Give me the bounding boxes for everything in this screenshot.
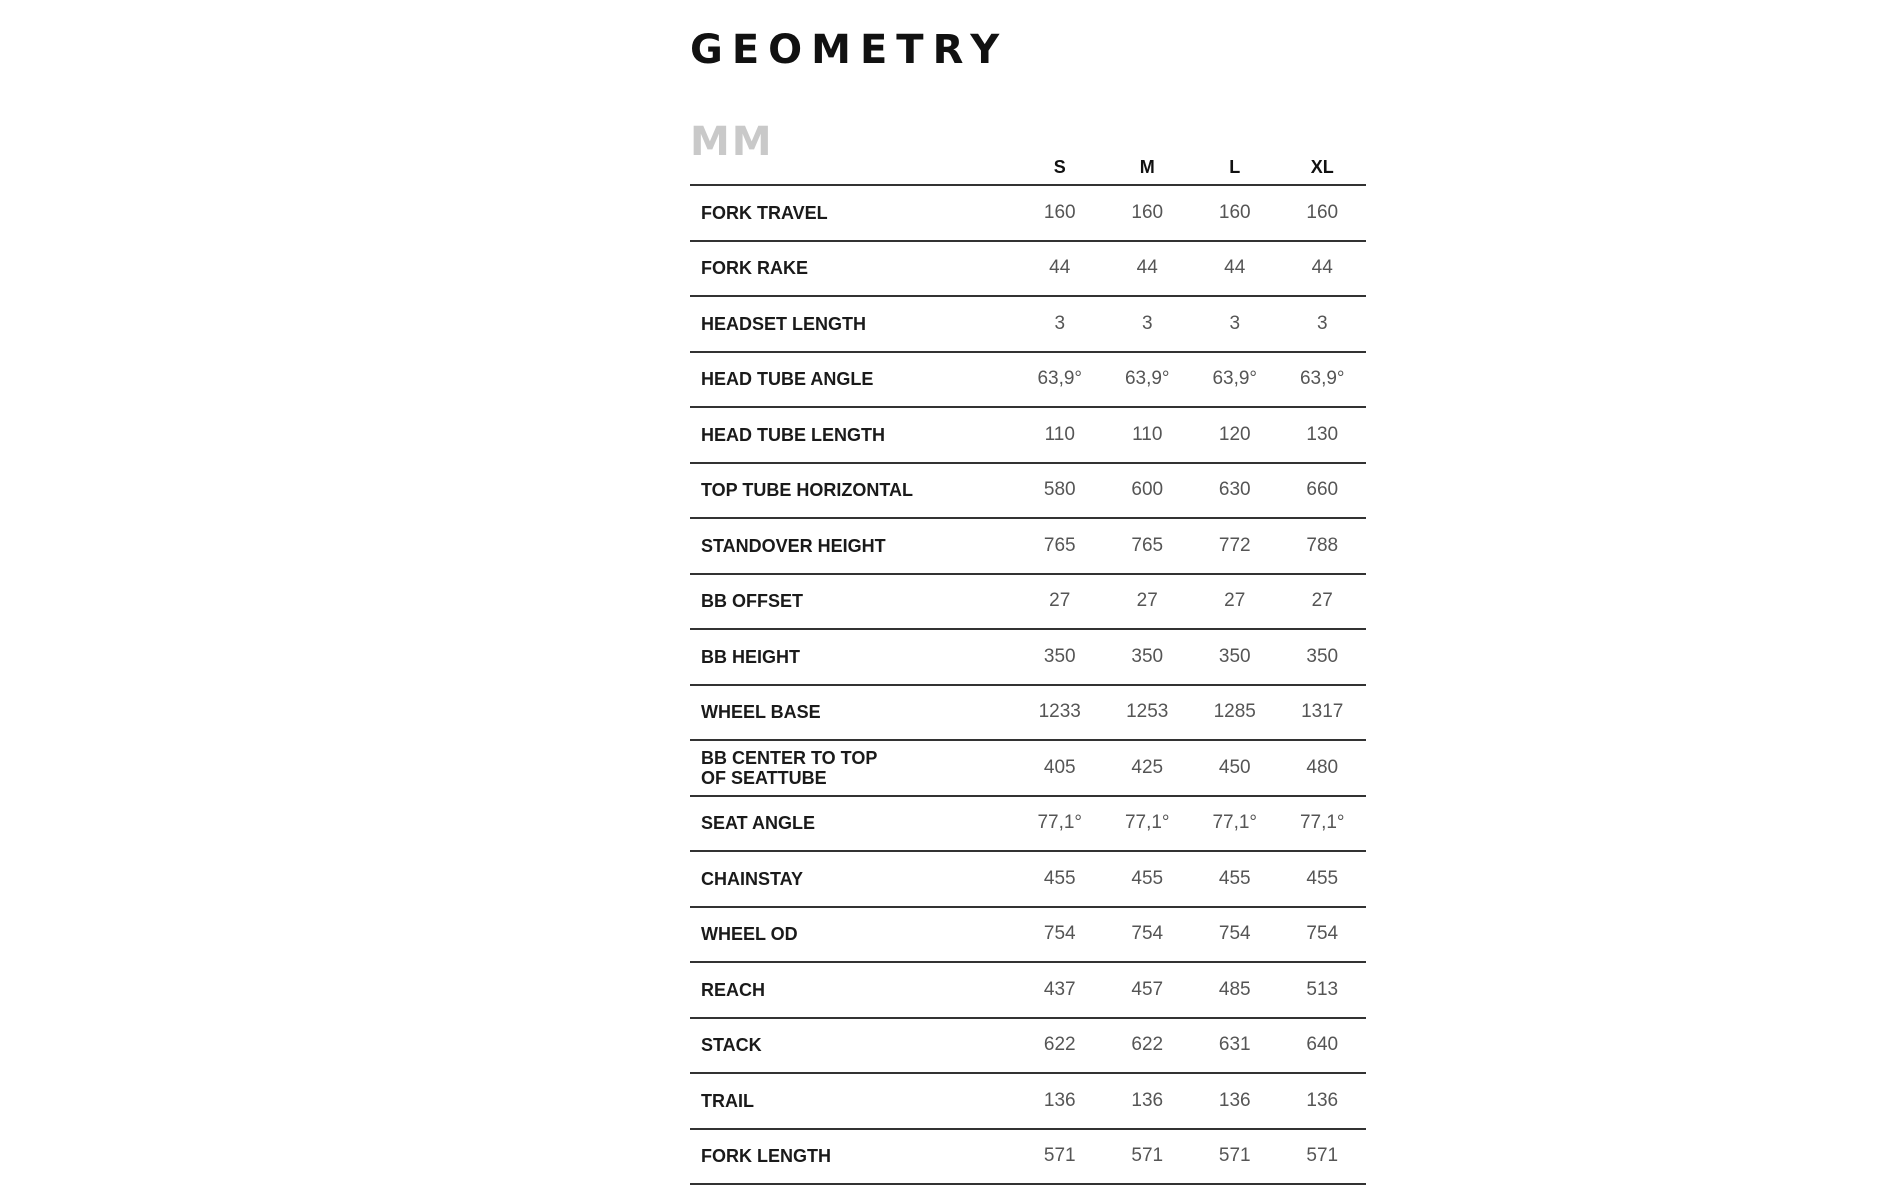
- value-cell-l: 27: [1191, 574, 1279, 630]
- row-label: BB CENTER TO TOP OF SEATTUBE: [690, 740, 1016, 796]
- unit-label: MM: [690, 119, 774, 165]
- table-row: [690, 185, 1366, 241]
- table-row: [690, 962, 1366, 1018]
- value-cell-l: 160: [1191, 185, 1279, 241]
- value-cell-xl: 480: [1279, 740, 1367, 796]
- value-cell-xl: 63,9°: [1279, 352, 1367, 408]
- value-cell-s: 1233: [1016, 685, 1104, 741]
- value-cell-l: 77,1°: [1191, 796, 1279, 852]
- table-row: [690, 574, 1366, 630]
- value-cell-s: 405: [1016, 740, 1104, 796]
- value-cell-m: 27: [1104, 574, 1192, 630]
- row-label: TOP TUBE HORIZONTAL: [690, 463, 1016, 519]
- value-cell-s: 77,1°: [1016, 796, 1104, 852]
- header-label-cell: [690, 146, 1016, 185]
- value-cell-xl: 1317: [1279, 685, 1367, 741]
- value-cell-m: 110: [1104, 407, 1192, 463]
- row-label: FORK TRAVEL: [690, 185, 1016, 241]
- value-cell-m: 77,1°: [1104, 796, 1192, 852]
- value-cell-l: 44: [1191, 241, 1279, 297]
- size-header-l: L: [1191, 146, 1279, 185]
- size-header-s: S: [1016, 146, 1104, 185]
- size-header-row: [690, 146, 1366, 185]
- value-cell-xl: 136: [1279, 1073, 1367, 1129]
- value-cell-s: 754: [1016, 907, 1104, 963]
- table-row: [690, 740, 1366, 796]
- geometry-table-body: [690, 185, 1366, 1184]
- table-row: [690, 463, 1366, 519]
- value-cell-l: 630: [1191, 463, 1279, 519]
- value-cell-s: 63,9°: [1016, 352, 1104, 408]
- row-label: FORK RAKE: [690, 241, 1016, 297]
- table-row: [690, 629, 1366, 685]
- value-cell-l: 455: [1191, 851, 1279, 907]
- table-row: [690, 851, 1366, 907]
- value-cell-xl: 27: [1279, 574, 1367, 630]
- value-cell-s: 580: [1016, 463, 1104, 519]
- value-cell-xl: 788: [1279, 518, 1367, 574]
- value-cell-m: 571: [1104, 1129, 1192, 1185]
- row-label: BB OFFSET: [690, 574, 1016, 630]
- value-cell-s: 27: [1016, 574, 1104, 630]
- value-cell-xl: 640: [1279, 1018, 1367, 1074]
- value-cell-l: 3: [1191, 296, 1279, 352]
- value-cell-m: 622: [1104, 1018, 1192, 1074]
- row-label: WHEEL OD: [690, 907, 1016, 963]
- row-label: HEAD TUBE LENGTH: [690, 407, 1016, 463]
- value-cell-s: 455: [1016, 851, 1104, 907]
- value-cell-s: 136: [1016, 1073, 1104, 1129]
- value-cell-s: 622: [1016, 1018, 1104, 1074]
- table-row: [690, 685, 1366, 741]
- value-cell-l: 772: [1191, 518, 1279, 574]
- table-row: [690, 241, 1366, 297]
- value-cell-xl: 3: [1279, 296, 1367, 352]
- value-cell-m: 1253: [1104, 685, 1192, 741]
- value-cell-xl: 455: [1279, 851, 1367, 907]
- value-cell-s: 160: [1016, 185, 1104, 241]
- table-row: [690, 1073, 1366, 1129]
- geometry-table: [690, 146, 1366, 1185]
- value-cell-xl: 513: [1279, 962, 1367, 1018]
- value-cell-xl: 571: [1279, 1129, 1367, 1185]
- value-cell-xl: 660: [1279, 463, 1367, 519]
- row-label: WHEEL BASE: [690, 685, 1016, 741]
- value-cell-m: 754: [1104, 907, 1192, 963]
- value-cell-s: 44: [1016, 241, 1104, 297]
- value-cell-l: 136: [1191, 1073, 1279, 1129]
- row-label: SEAT ANGLE: [690, 796, 1016, 852]
- table-row: [690, 796, 1366, 852]
- value-cell-xl: 754: [1279, 907, 1367, 963]
- value-cell-m: 3: [1104, 296, 1192, 352]
- size-header-xl: XL: [1279, 146, 1367, 185]
- value-cell-s: 437: [1016, 962, 1104, 1018]
- row-label: STANDOVER HEIGHT: [690, 518, 1016, 574]
- value-cell-s: 3: [1016, 296, 1104, 352]
- value-cell-m: 765: [1104, 518, 1192, 574]
- value-cell-l: 754: [1191, 907, 1279, 963]
- row-label: STACK: [690, 1018, 1016, 1074]
- row-label: FORK LENGTH: [690, 1129, 1016, 1185]
- value-cell-l: 571: [1191, 1129, 1279, 1185]
- table-row: [690, 296, 1366, 352]
- table-row: [690, 907, 1366, 963]
- page-title: GEOMETRY: [690, 27, 1009, 73]
- value-cell-m: 455: [1104, 851, 1192, 907]
- row-label: REACH: [690, 962, 1016, 1018]
- row-label: CHAINSTAY: [690, 851, 1016, 907]
- table-row: [690, 407, 1366, 463]
- size-header-m: M: [1104, 146, 1192, 185]
- value-cell-xl: 160: [1279, 185, 1367, 241]
- value-cell-s: 765: [1016, 518, 1104, 574]
- value-cell-m: 136: [1104, 1073, 1192, 1129]
- value-cell-l: 450: [1191, 740, 1279, 796]
- value-cell-l: 485: [1191, 962, 1279, 1018]
- value-cell-m: 457: [1104, 962, 1192, 1018]
- row-label: HEAD TUBE ANGLE: [690, 352, 1016, 408]
- value-cell-s: 571: [1016, 1129, 1104, 1185]
- row-label: BB HEIGHT: [690, 629, 1016, 685]
- value-cell-l: 631: [1191, 1018, 1279, 1074]
- value-cell-s: 110: [1016, 407, 1104, 463]
- table-row: [690, 1018, 1366, 1074]
- value-cell-s: 350: [1016, 629, 1104, 685]
- row-label: TRAIL: [690, 1073, 1016, 1129]
- value-cell-l: 1285: [1191, 685, 1279, 741]
- value-cell-l: 350: [1191, 629, 1279, 685]
- value-cell-m: 44: [1104, 241, 1192, 297]
- value-cell-m: 63,9°: [1104, 352, 1192, 408]
- value-cell-xl: 350: [1279, 629, 1367, 685]
- value-cell-xl: 130: [1279, 407, 1367, 463]
- value-cell-l: 63,9°: [1191, 352, 1279, 408]
- value-cell-m: 160: [1104, 185, 1192, 241]
- value-cell-l: 120: [1191, 407, 1279, 463]
- table-row: [690, 1129, 1366, 1185]
- value-cell-m: 350: [1104, 629, 1192, 685]
- value-cell-xl: 44: [1279, 241, 1367, 297]
- row-label: HEADSET LENGTH: [690, 296, 1016, 352]
- table-row: [690, 352, 1366, 408]
- value-cell-m: 600: [1104, 463, 1192, 519]
- value-cell-m: 425: [1104, 740, 1192, 796]
- table-row: [690, 518, 1366, 574]
- value-cell-xl: 77,1°: [1279, 796, 1367, 852]
